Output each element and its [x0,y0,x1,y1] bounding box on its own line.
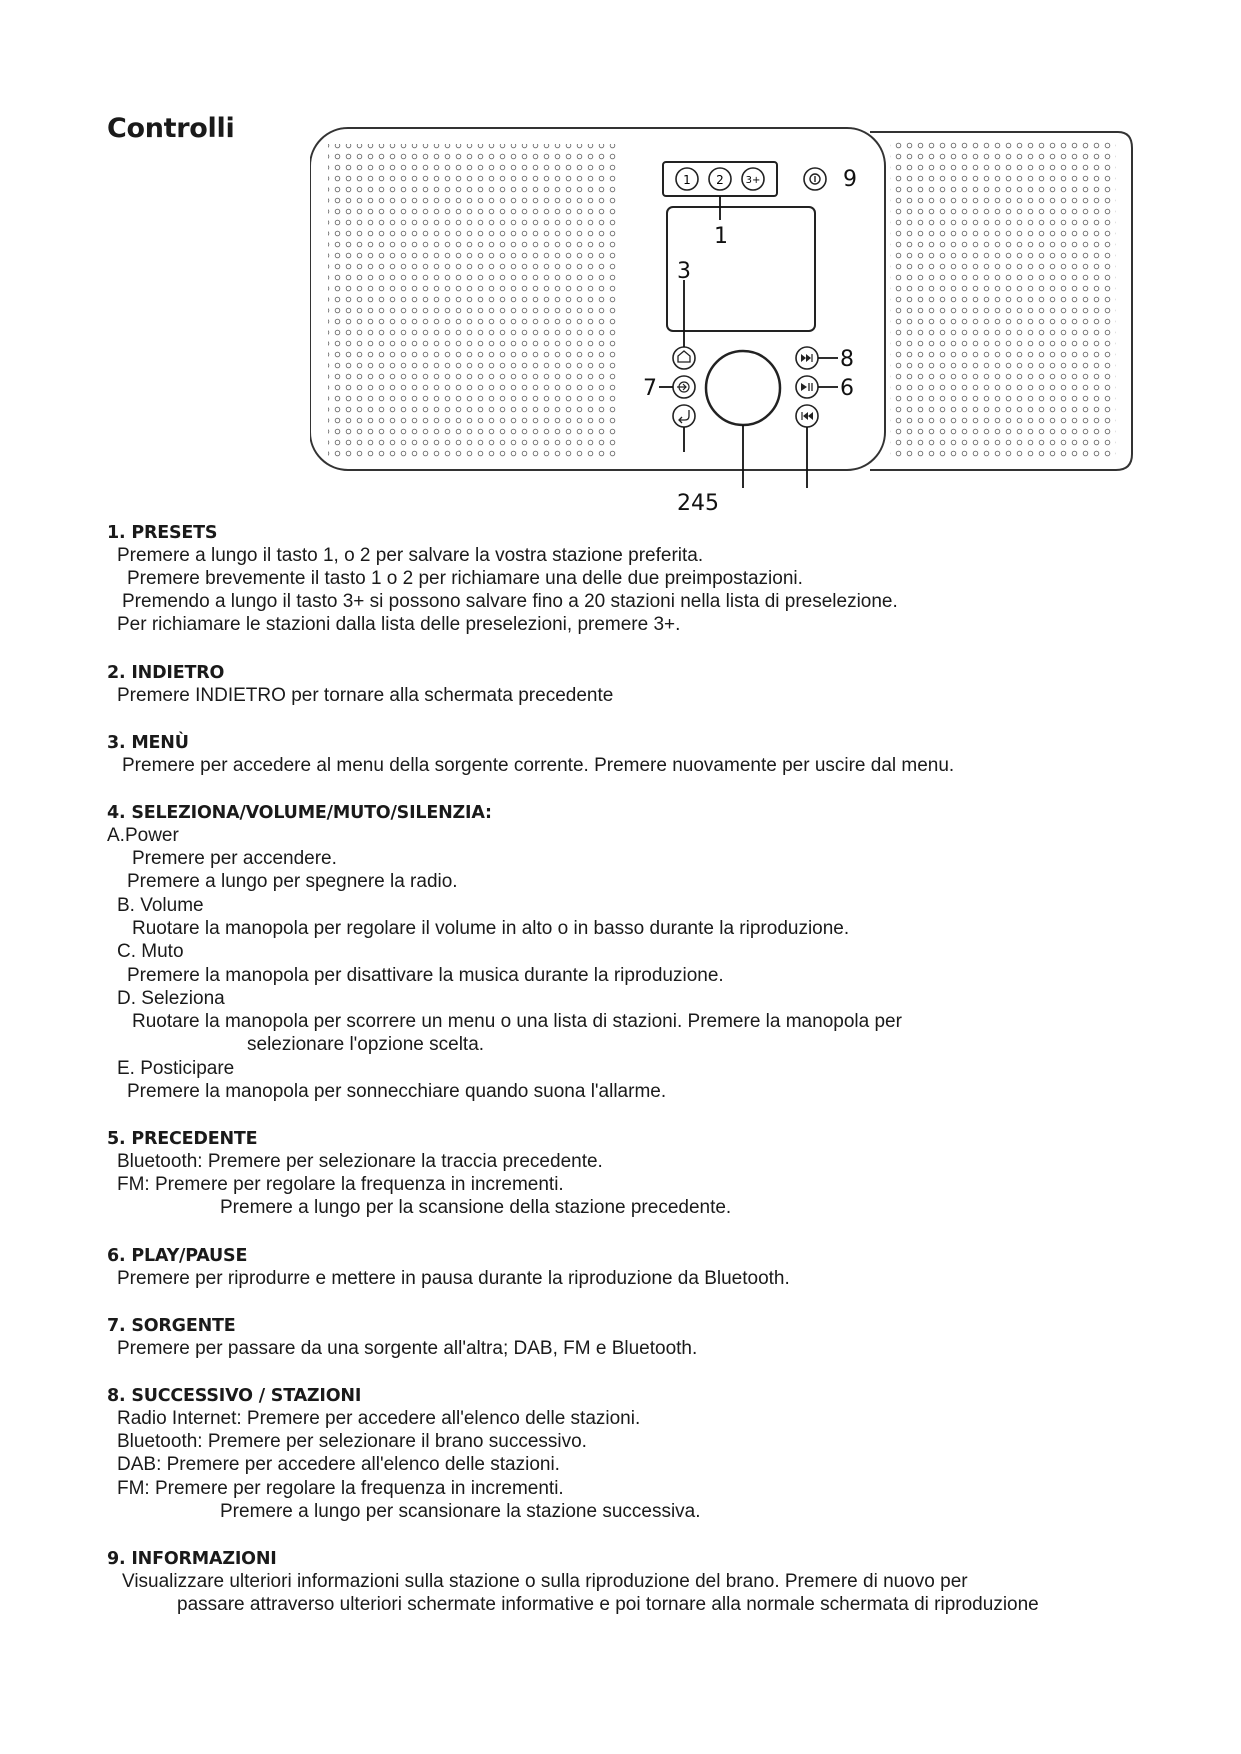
page-title: Controlli [107,113,235,144]
callout-info: 9 [843,167,857,192]
callout-next: 8 [840,347,854,372]
text-line: Premere la manopola per disattivare la musica durante la riproduzione. [127,965,724,986]
text-line: FM: Premere per regolare la frequenza in incrementi. [117,1174,564,1195]
callout-play: 6 [840,376,854,401]
text-line: Ruotare la manopola per scorrere un menu o una lista di stazioni. Premere la manopola per [132,1011,902,1032]
text-line: Premere per riprodurre e mettere in pausa durante la riproduzione da Bluetooth. [117,1268,790,1289]
section-heading-precedente: 5. PRECEDENTE [107,1129,258,1149]
text-line: Premere INDIETRO per tornare alla schermata precedente [117,685,614,706]
text-line: Per richiamare le stazioni dalla lista delle preselezioni, premere 3+. [117,614,681,635]
text-line: FM: Premere per regolare la frequenza in incrementi. [117,1478,564,1499]
text-line: Premere a lungo il tasto 1, o 2 per salvare la vostra stazione preferita. [117,545,704,566]
text-line: DAB: Premere per accedere all'elenco delle stazioni. [117,1454,560,1475]
text-line: Visualizzare ulteriori informazioni sulla stazione o sulla riproduzione del brano. Premere di nuovo per [122,1571,968,1592]
section-heading-menu: 3. MENÙ [107,733,189,753]
callout-home: 3 [677,259,691,284]
preset-1-label: 1 [683,173,691,187]
text-line: Ruotare la manopola per regolare il volume in alto o in basso durante la riproduzione. [132,918,850,939]
section-heading-play-pause: 6. PLAY/PAUSE [107,1246,248,1266]
text-line: selezionare l'opzione scelta. [247,1034,485,1055]
text-line: Premere a lungo per la scansione della stazione precedente. [220,1197,732,1218]
callout-bottom: 245 [677,491,719,516]
text-line: Premere per accedere al menu della sorgente corrente. Premere nuovamente per uscire dal menu. [122,755,955,776]
section-heading-indietro: 2. INDIETRO [107,663,225,683]
text-line: Premere per accendere. [132,848,337,869]
text-line: Bluetooth: Premere per selezionare il brano successivo. [117,1431,587,1452]
text-line: Premere a lungo per scansionare la stazione successiva. [220,1501,701,1522]
section-heading-informazioni: 9. INFORMAZIONI [107,1549,277,1569]
text-line: Premere a lungo per spegnere la radio. [127,871,458,892]
text-line: Premendo a lungo il tasto 3+ si possono salvare fino a 20 stazioni nella lista di preselezione. [122,591,898,612]
subheading: E. Posticipare [117,1058,235,1079]
preset-3plus-label: 3+ [745,175,761,186]
subheading: C. Muto [117,941,184,962]
volume-select-knob[interactable] [706,351,780,425]
text-line: passare attraverso ulteriori schermate informative e poi tornare alla normale schermata di riproduzione [177,1594,1039,1615]
text-line: Premere brevemente il tasto 1 o 2 per richiamare una delle due preimpostazioni. [127,568,803,589]
section-heading-successivo: 8. SUCCESSIVO / STAZIONI [107,1386,362,1406]
preset-2-label: 2 [716,173,724,187]
subheading: B. Volume [117,895,204,916]
radio-diagram [310,118,1140,518]
subheading: A.Power [107,825,179,846]
section-heading-seleziona: 4. SELEZIONA/VOLUME/MUTO/SILENZIA: [107,803,492,823]
front-grille [328,144,618,460]
callout-presets: 1 [714,224,728,249]
text-line: Radio Internet: Premere per accedere all'elenco delle stazioni. [117,1408,641,1429]
text-line: Bluetooth: Premere per selezionare la traccia precedente. [117,1151,603,1172]
text-line: Premere la manopola per sonnecchiare quando suona l'allarme. [127,1081,667,1102]
subheading: D. Seleziona [117,988,225,1009]
side-grille [890,142,1116,460]
callout-source: 7 [643,376,657,401]
text-line: Premere per passare da una sorgente all'altra; DAB, FM e Bluetooth. [117,1338,698,1359]
section-heading-sorgente: 7. SORGENTE [107,1316,236,1336]
section-heading-presets: 1. PRESETS [107,523,218,543]
